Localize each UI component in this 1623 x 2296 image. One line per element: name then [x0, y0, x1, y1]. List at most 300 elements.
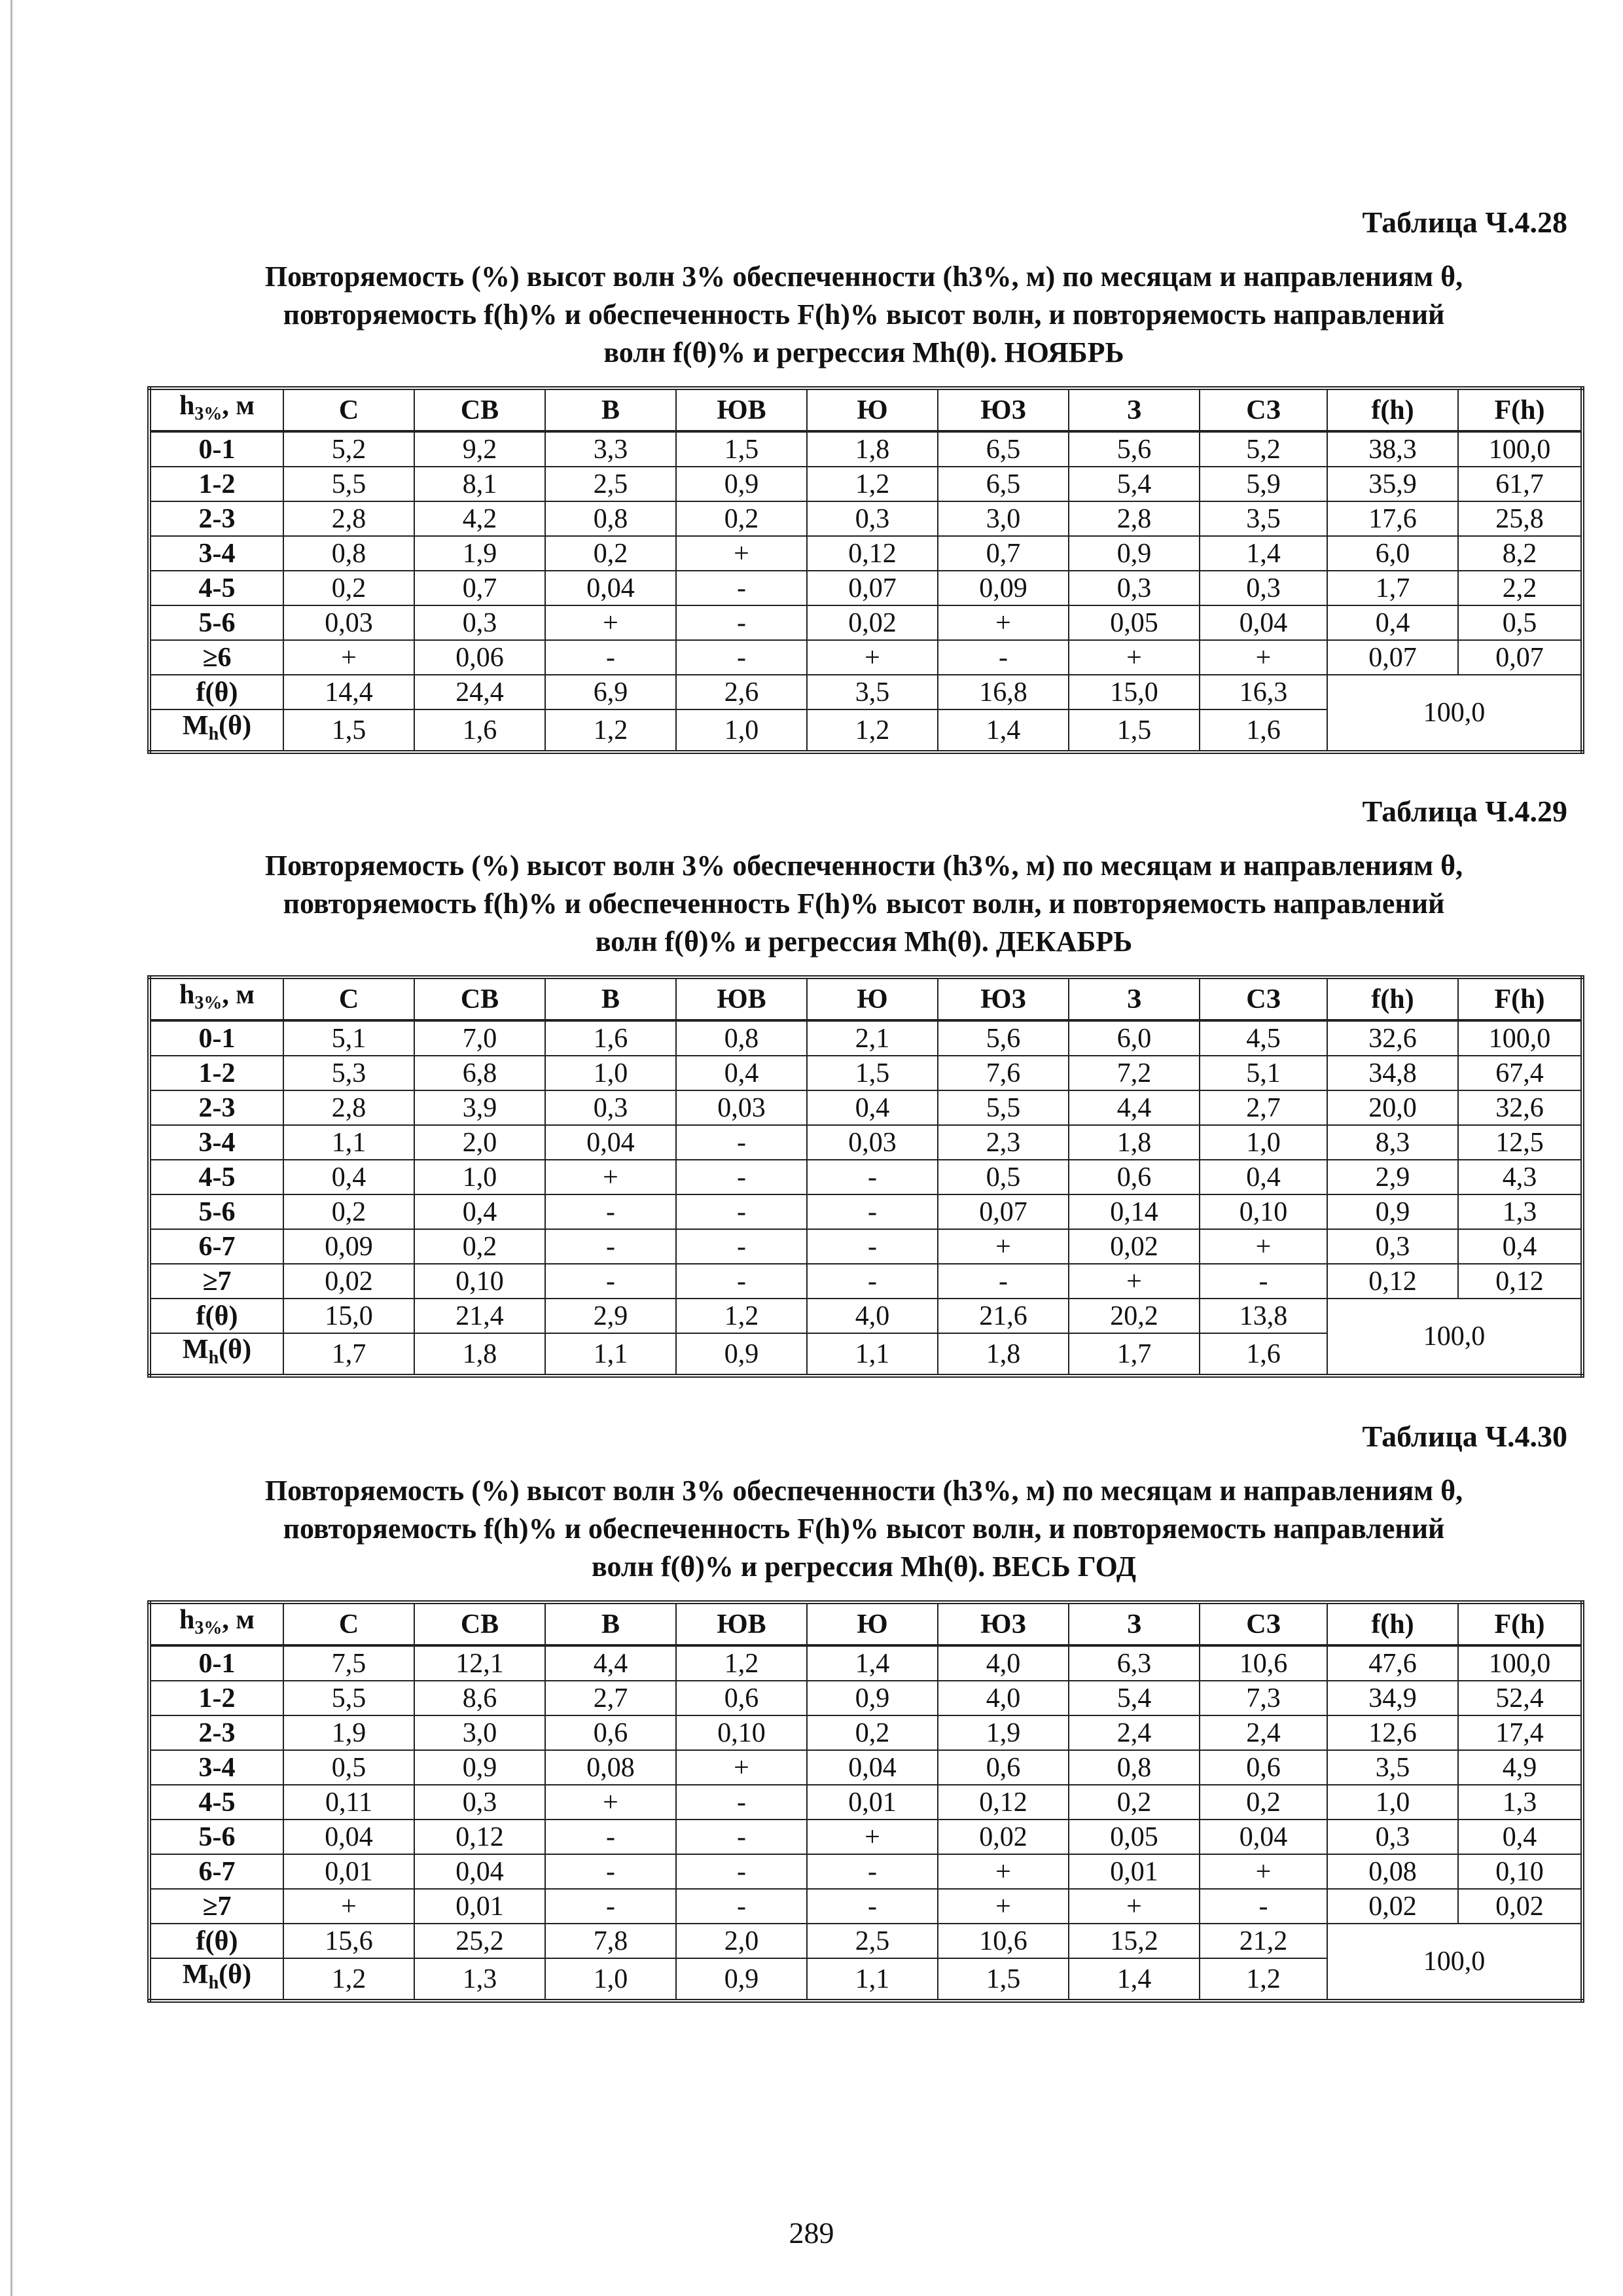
height-range-cell: 4-5 [149, 1785, 283, 1820]
table-number: Таблица Ч.4.30 [1362, 1420, 1567, 1453]
value-cell: 2,7 [545, 1681, 676, 1715]
value-cell: - [1200, 1889, 1327, 1924]
value-cell: 0,9 [414, 1750, 545, 1785]
table-row [149, 640, 1582, 675]
value-cell: 5,2 [1200, 431, 1327, 467]
value-cell: 0,10 [414, 1264, 545, 1299]
value-cell: 2,4 [1200, 1715, 1327, 1750]
m-theta-cell: 1,6 [414, 709, 545, 752]
value-cell: 0,04 [1200, 1820, 1327, 1854]
value-cell: 0,12 [807, 536, 938, 571]
value-cell: - [545, 1820, 676, 1854]
page-number: 289 [789, 2216, 834, 2250]
value-cell: 0,5 [283, 1750, 414, 1785]
f-theta-row [149, 1299, 1582, 1333]
value-cell: 0,8 [1069, 1750, 1200, 1785]
value-cell: 0,03 [807, 1125, 938, 1160]
value-cell: 6,8 [414, 1056, 545, 1090]
value-cell: 1,8 [1069, 1125, 1200, 1160]
value-cell: - [545, 1854, 676, 1889]
value-cell: 0,3 [1200, 571, 1327, 605]
m-theta-cell: 1,5 [938, 1958, 1069, 2001]
value-cell: 3,9 [414, 1090, 545, 1125]
value-cell: 1,0 [414, 1160, 545, 1194]
direction-header: ЮВ [676, 977, 807, 1020]
value-cell: 0,3 [1327, 1820, 1458, 1854]
m-theta-cell: 1,2 [1200, 1958, 1327, 2001]
value-cell: 0,3 [414, 605, 545, 640]
value-cell: - [676, 1889, 807, 1924]
value-cell: 0,2 [1200, 1785, 1327, 1820]
value-cell: 3,0 [414, 1715, 545, 1750]
value-cell: 0,3 [1327, 1229, 1458, 1264]
f-theta-cell: 15,2 [1069, 1924, 1200, 1958]
value-cell: 17,6 [1327, 501, 1458, 536]
direction-header: Ю [807, 1602, 938, 1645]
direction-header: f(h) [1327, 388, 1458, 431]
value-cell: 8,3 [1327, 1125, 1458, 1160]
table-row [149, 571, 1582, 605]
height-range-cell: 5-6 [149, 605, 283, 640]
height-range-cell: 2-3 [149, 501, 283, 536]
value-cell: - [1200, 1264, 1327, 1299]
value-cell: + [283, 640, 414, 675]
f-theta-cell: 16,3 [1200, 675, 1327, 709]
height-range-cell: 1-2 [149, 1056, 283, 1090]
table-row [149, 1090, 1582, 1125]
value-cell: 7,2 [1069, 1056, 1200, 1090]
f-theta-cell: 10,6 [938, 1924, 1069, 1958]
value-cell: 0,9 [1327, 1194, 1458, 1229]
value-cell: 0,4 [1458, 1820, 1582, 1854]
value-cell: 32,6 [1458, 1090, 1582, 1125]
caption-line-2: повторяемость f(h)% и обеспеченность F(h)% высот волн, и повторяемость направлений [283, 298, 1445, 331]
direction-header: Ю [807, 388, 938, 431]
value-cell: 0,03 [283, 605, 414, 640]
value-cell: 7,5 [283, 1645, 414, 1681]
value-cell: 2,3 [938, 1125, 1069, 1160]
value-cell: 3,5 [1200, 501, 1327, 536]
caption-line-3: волн f(θ)% и регрессия Mh(θ). ДЕКАБРЬ [595, 925, 1133, 958]
height-range-cell: 1-2 [149, 1681, 283, 1715]
value-cell: 0,11 [283, 1785, 414, 1820]
value-cell: 0,04 [1200, 605, 1327, 640]
value-cell: - [676, 1264, 807, 1299]
header-row [149, 1602, 1582, 1645]
value-cell: + [938, 605, 1069, 640]
value-cell: - [545, 1264, 676, 1299]
value-cell: - [807, 1194, 938, 1229]
value-cell: 0,05 [1069, 1820, 1200, 1854]
value-cell: 20,0 [1327, 1090, 1458, 1125]
value-cell: 0,10 [1458, 1854, 1582, 1889]
caption-line-2: повторяемость f(h)% и обеспеченность F(h)% высот волн, и повторяемость направлений [283, 888, 1445, 920]
value-cell: 0,2 [807, 1715, 938, 1750]
value-cell: - [676, 640, 807, 675]
table-row [149, 1125, 1582, 1160]
table-row [149, 1020, 1582, 1056]
value-cell: 0,7 [414, 571, 545, 605]
table-row [149, 1194, 1582, 1229]
direction-header: СВ [414, 977, 545, 1020]
value-cell: 1,3 [1458, 1785, 1582, 1820]
value-cell: 7,6 [938, 1056, 1069, 1090]
m-theta-cell: 0,9 [676, 1333, 807, 1376]
value-cell: 0,01 [807, 1785, 938, 1820]
m-theta-cell: 1,0 [676, 709, 807, 752]
value-cell: 1,7 [1327, 571, 1458, 605]
height-range-cell: ≥6 [149, 640, 283, 675]
value-cell: 0,02 [1458, 1889, 1582, 1924]
value-cell: 0,9 [1069, 536, 1200, 571]
value-cell: 0,2 [1069, 1785, 1200, 1820]
value-cell: 1,5 [676, 431, 807, 467]
value-cell: 0,5 [938, 1160, 1069, 1194]
m-theta-cell: 1,2 [545, 709, 676, 752]
value-cell: 0,10 [676, 1715, 807, 1750]
value-cell: 1,0 [1327, 1785, 1458, 1820]
f-theta-cell: 24,4 [414, 675, 545, 709]
value-cell: 0,01 [283, 1854, 414, 1889]
value-cell: 5,5 [283, 467, 414, 501]
value-cell: 0,07 [938, 1194, 1069, 1229]
value-cell: 0,04 [545, 1125, 676, 1160]
value-cell: 7,3 [1200, 1681, 1327, 1715]
value-cell: 1,2 [807, 467, 938, 501]
value-cell: 0,2 [676, 501, 807, 536]
height-range-cell: 0-1 [149, 1020, 283, 1056]
value-cell: 0,3 [414, 1785, 545, 1820]
value-cell: 0,8 [676, 1020, 807, 1056]
value-cell: 61,7 [1458, 467, 1582, 501]
value-cell: 12,1 [414, 1645, 545, 1681]
value-cell: 0,5 [1458, 605, 1582, 640]
total-cell: 100,0 [1327, 1924, 1582, 2001]
f-theta-cell: 14,4 [283, 675, 414, 709]
value-cell: 0,3 [807, 501, 938, 536]
table-row [149, 1056, 1582, 1090]
table-caption [147, 847, 1580, 961]
value-cell: 2,2 [1458, 571, 1582, 605]
direction-header: С [283, 977, 414, 1020]
value-cell: 0,4 [676, 1056, 807, 1090]
value-cell: 1,4 [807, 1645, 938, 1681]
value-cell: 6,3 [1069, 1645, 1200, 1681]
value-cell: 0,4 [1327, 605, 1458, 640]
value-cell: + [1200, 1229, 1327, 1264]
value-cell: 4,0 [938, 1681, 1069, 1715]
value-cell: 47,6 [1327, 1645, 1458, 1681]
height-range-cell: 0-1 [149, 1645, 283, 1681]
caption-line-3: волн f(θ)% и регрессия Mh(θ). НОЯБРЬ [603, 336, 1124, 368]
value-cell: 0,02 [1069, 1229, 1200, 1264]
height-range-cell: 1-2 [149, 467, 283, 501]
value-cell: 2,1 [807, 1020, 938, 1056]
height-column-header: $h_{3\%}$, м [149, 1602, 283, 1645]
value-cell: 0,07 [1327, 640, 1458, 675]
table-row [149, 1264, 1582, 1299]
value-cell: - [807, 1854, 938, 1889]
value-cell: 0,04 [545, 571, 676, 605]
value-cell: - [676, 1125, 807, 1160]
value-cell: 2,8 [283, 501, 414, 536]
value-cell: + [1069, 1264, 1200, 1299]
height-range-cell: 4-5 [149, 1160, 283, 1194]
value-cell: 1,4 [1200, 536, 1327, 571]
value-cell: 1,1 [283, 1125, 414, 1160]
height-range-cell: 3-4 [149, 1125, 283, 1160]
value-cell: + [938, 1229, 1069, 1264]
value-cell: 0,07 [807, 571, 938, 605]
f-theta-row [149, 675, 1582, 709]
value-cell: 2,8 [283, 1090, 414, 1125]
value-cell: 0,09 [283, 1229, 414, 1264]
value-cell: 0,4 [414, 1194, 545, 1229]
m-theta-cell: 1,0 [545, 1958, 676, 2001]
value-cell: 100,0 [1458, 1020, 1582, 1056]
value-cell: 0,2 [414, 1229, 545, 1264]
value-cell: 1,9 [938, 1715, 1069, 1750]
direction-header: f(h) [1327, 977, 1458, 1020]
value-cell: 8,2 [1458, 536, 1582, 571]
direction-header: СЗ [1200, 388, 1327, 431]
f-theta-cell: 4,0 [807, 1299, 938, 1333]
direction-header: ЮЗ [938, 1602, 1069, 1645]
value-cell: 17,4 [1458, 1715, 1582, 1750]
value-cell: 5,3 [283, 1056, 414, 1090]
table-row [149, 1854, 1582, 1889]
direction-header: ЮВ [676, 388, 807, 431]
f-theta-cell: 1,2 [676, 1299, 807, 1333]
direction-header: З [1069, 1602, 1200, 1645]
value-cell: 1,0 [545, 1056, 676, 1090]
table-block-december [147, 792, 1580, 1378]
value-cell: 34,9 [1327, 1681, 1458, 1715]
value-cell: 0,02 [807, 605, 938, 640]
f-theta-cell: 15,0 [283, 1299, 414, 1333]
value-cell: 0,9 [807, 1681, 938, 1715]
table-row [149, 1645, 1582, 1681]
value-cell: 0,02 [1327, 1889, 1458, 1924]
value-cell: 4,5 [1200, 1020, 1327, 1056]
m-theta-cell: 1,1 [807, 1958, 938, 2001]
value-cell: 1,9 [283, 1715, 414, 1750]
value-cell: - [545, 1229, 676, 1264]
table-row [149, 467, 1582, 501]
m-theta-cell: 1,3 [414, 1958, 545, 2001]
value-cell: - [676, 571, 807, 605]
value-cell: 0,4 [1200, 1160, 1327, 1194]
m-theta-cell: 1,2 [283, 1958, 414, 2001]
direction-header: С [283, 1602, 414, 1645]
m-theta-cell: 1,5 [1069, 709, 1200, 752]
value-cell: 2,9 [1327, 1160, 1458, 1194]
value-cell: + [938, 1854, 1069, 1889]
value-cell: + [807, 1820, 938, 1854]
value-cell: 8,1 [414, 467, 545, 501]
value-cell: 4,4 [545, 1645, 676, 1681]
height-range-cell: 6-7 [149, 1854, 283, 1889]
direction-header: СВ [414, 388, 545, 431]
value-cell: 0,01 [1069, 1854, 1200, 1889]
height-range-cell: 5-6 [149, 1194, 283, 1229]
value-cell: 1,9 [414, 536, 545, 571]
value-cell: 0,07 [1458, 640, 1582, 675]
f-theta-cell: 21,2 [1200, 1924, 1327, 1958]
value-cell: - [676, 1785, 807, 1820]
f-theta-cell: 21,4 [414, 1299, 545, 1333]
value-cell: + [1069, 1889, 1200, 1924]
value-cell: 5,4 [1069, 1681, 1200, 1715]
direction-header: F(h) [1458, 388, 1582, 431]
table-row [149, 1681, 1582, 1715]
value-cell: + [1200, 1854, 1327, 1889]
m-theta-cell: 1,6 [1200, 709, 1327, 752]
value-cell: 2,5 [545, 467, 676, 501]
value-cell: - [807, 1889, 938, 1924]
f-theta-cell: 15,6 [283, 1924, 414, 1958]
m-theta-cell: 1,1 [545, 1333, 676, 1376]
value-cell: 35,9 [1327, 467, 1458, 501]
value-cell: 4,9 [1458, 1750, 1582, 1785]
f-theta-cell: 20,2 [1069, 1299, 1200, 1333]
m-theta-cell: 1,7 [283, 1333, 414, 1376]
direction-header: ЮЗ [938, 977, 1069, 1020]
wave-height-table [147, 1600, 1584, 2003]
value-cell: 7,0 [414, 1020, 545, 1056]
value-cell: 0,2 [545, 536, 676, 571]
value-cell: + [1069, 640, 1200, 675]
f-theta-cell: 16,8 [938, 675, 1069, 709]
height-range-cell: 2-3 [149, 1715, 283, 1750]
m-theta-cell: 1,1 [807, 1333, 938, 1376]
value-cell: 0,03 [676, 1090, 807, 1125]
height-column-header: $h_{3\%}$, м [149, 977, 283, 1020]
value-cell: 0,04 [283, 1820, 414, 1854]
f-theta-row [149, 1924, 1582, 1958]
header-row [149, 977, 1582, 1020]
value-cell: 0,12 [1327, 1264, 1458, 1299]
value-cell: - [807, 1264, 938, 1299]
value-cell: + [545, 1160, 676, 1194]
f-theta-cell: 2,0 [676, 1924, 807, 1958]
direction-header: f(h) [1327, 1602, 1458, 1645]
m-theta-cell: 1,4 [1069, 1958, 1200, 2001]
value-cell: 0,2 [283, 1194, 414, 1229]
direction-header: F(h) [1458, 977, 1582, 1020]
value-cell: 1,3 [1458, 1194, 1582, 1229]
height-range-cell: 0-1 [149, 431, 283, 467]
height-range-cell: 3-4 [149, 1750, 283, 1785]
height-range-cell: ≥7 [149, 1889, 283, 1924]
value-cell: + [676, 1750, 807, 1785]
table-row [149, 1750, 1582, 1785]
value-cell: 0,08 [545, 1750, 676, 1785]
value-cell: 5,1 [1200, 1056, 1327, 1090]
value-cell: 100,0 [1458, 1645, 1582, 1681]
m-theta-cell: 0,9 [676, 1958, 807, 2001]
direction-header: СВ [414, 1602, 545, 1645]
m-theta-label: $M_h(\theta)$ [149, 1958, 283, 2001]
value-cell: 1,5 [807, 1056, 938, 1090]
total-cell: 100,0 [1327, 1299, 1582, 1376]
wave-height-table [147, 975, 1584, 1378]
value-cell: 4,4 [1069, 1090, 1200, 1125]
value-cell: 0,3 [1069, 571, 1200, 605]
m-theta-label: $M_h(\theta)$ [149, 1333, 283, 1376]
value-cell: 0,6 [1200, 1750, 1327, 1785]
value-cell: 0,6 [676, 1681, 807, 1715]
value-cell: 1,0 [1200, 1125, 1327, 1160]
value-cell: + [938, 1889, 1069, 1924]
value-cell: - [676, 605, 807, 640]
value-cell: 12,6 [1327, 1715, 1458, 1750]
direction-header: С [283, 388, 414, 431]
value-cell: 2,4 [1069, 1715, 1200, 1750]
value-cell: 8,6 [414, 1681, 545, 1715]
f-theta-label: f(θ) [149, 1299, 283, 1333]
value-cell: 2,0 [414, 1125, 545, 1160]
value-cell: - [938, 640, 1069, 675]
height-range-cell: 4-5 [149, 571, 283, 605]
value-cell: 67,4 [1458, 1056, 1582, 1090]
value-cell: + [283, 1889, 414, 1924]
direction-header: ЮЗ [938, 388, 1069, 431]
value-cell: 0,6 [938, 1750, 1069, 1785]
direction-header: Ю [807, 977, 938, 1020]
value-cell: - [676, 1160, 807, 1194]
value-cell: 4,2 [414, 501, 545, 536]
value-cell: + [1200, 640, 1327, 675]
direction-header: F(h) [1458, 1602, 1582, 1645]
table-row [149, 1160, 1582, 1194]
value-cell: 38,3 [1327, 431, 1458, 467]
f-theta-cell: 2,6 [676, 675, 807, 709]
value-cell: 1,6 [545, 1020, 676, 1056]
value-cell: + [545, 605, 676, 640]
table-row [149, 605, 1582, 640]
table-row [149, 1820, 1582, 1854]
value-cell: 5,4 [1069, 467, 1200, 501]
f-theta-cell: 2,5 [807, 1924, 938, 1958]
value-cell: 4,0 [938, 1645, 1069, 1681]
value-cell: 32,6 [1327, 1020, 1458, 1056]
value-cell: - [676, 1820, 807, 1854]
value-cell: 0,02 [283, 1264, 414, 1299]
value-cell: 6,5 [938, 467, 1069, 501]
caption-line-3: волн f(θ)% и регрессия Mh(θ). ВЕСЬ ГОД [592, 1551, 1136, 1583]
value-cell: 0,06 [414, 640, 545, 675]
m-theta-cell: 1,8 [414, 1333, 545, 1376]
table-row [149, 1715, 1582, 1750]
value-cell: 0,12 [1458, 1264, 1582, 1299]
value-cell: 25,8 [1458, 501, 1582, 536]
value-cell: 0,08 [1327, 1854, 1458, 1889]
caption-line-2: повторяемость f(h)% и обеспеченность F(h)% высот волн, и повторяемость направлений [283, 1513, 1445, 1545]
value-cell: + [545, 1785, 676, 1820]
caption-line-1: Повторяемость (%) высот волн 3% обеспеченности (h3%, м) по месяцам и направлениям θ, [264, 1475, 1463, 1507]
value-cell: - [807, 1229, 938, 1264]
direction-header: З [1069, 388, 1200, 431]
header-row [149, 388, 1582, 431]
value-cell: 0,3 [545, 1090, 676, 1125]
height-range-cell: ≥7 [149, 1264, 283, 1299]
f-theta-cell: 15,0 [1069, 675, 1200, 709]
direction-header: В [545, 388, 676, 431]
value-cell: 1,2 [676, 1645, 807, 1681]
value-cell: 0,6 [545, 1715, 676, 1750]
value-cell: - [676, 1229, 807, 1264]
